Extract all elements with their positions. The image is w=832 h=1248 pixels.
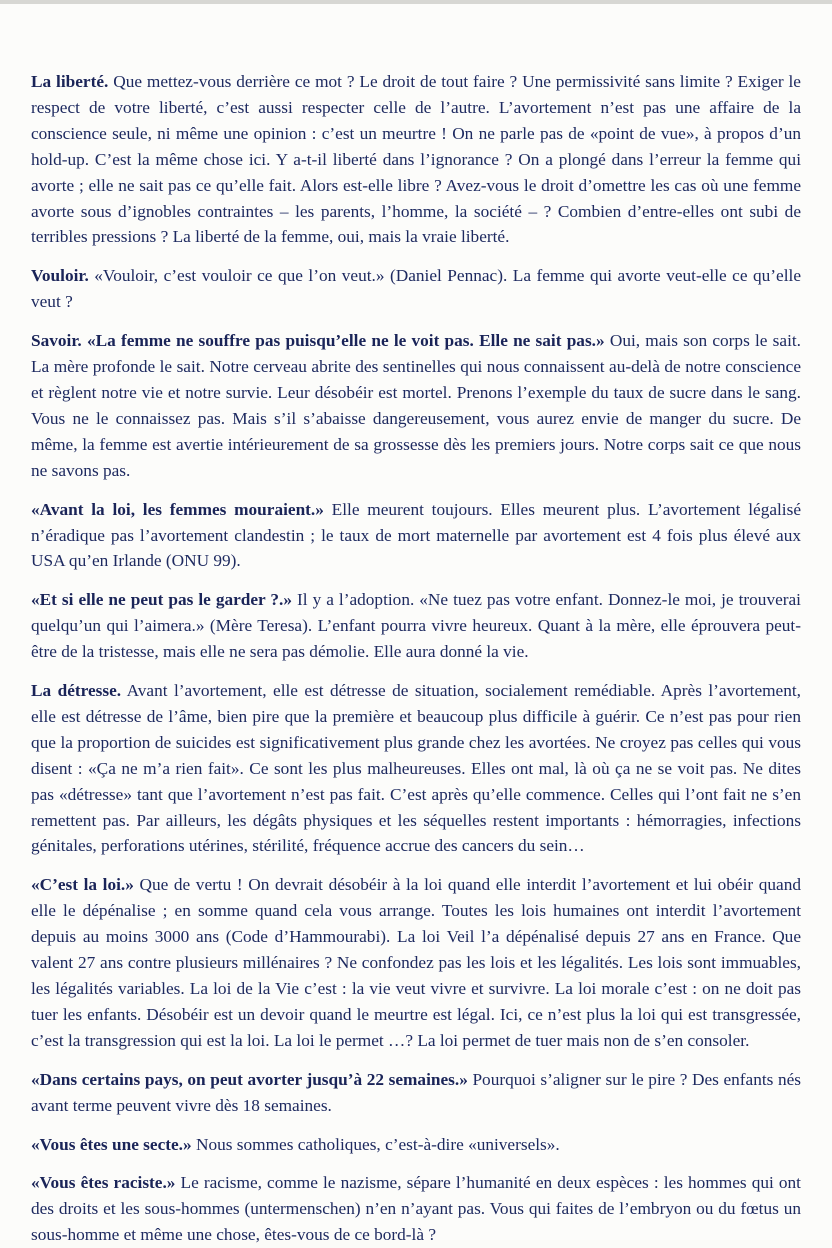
paragraph-22-semaines — [31, 1067, 801, 1119]
paragraph-cest-la-loi — [31, 872, 801, 1053]
paragraph-text: Que mettez-vous derrière ce mot ? Le droit de tout faire ? Une permissivité sans limite ? Exiger le respect de votre liberté, c’est aussi respecter celle de l’autre. L’avortement n’est pas une affaire de la conscience seule, ni même une opinion : c’est un meurtre ! On ne parle pas de «point de vue», à propos d’un hold-up. C’est la même chose ici. Y a-t-il liberté dans l’ignorance ? On a plongé dans l’erreur la femme qui avorte ; elle ne sait pas ce qu’elle fait. Alors est-elle libre ? Avez-vous le droit d’omettre les cas où une femme avorte sous d’ignobles contraintes – les parents, l’homme, la société – ? Combien d’entre-elles ont subi de terribles pressions ? La liberté de la femme, oui, mais la vraie liberté. — [31, 72, 801, 247]
paragraph-heading: «Dans certains pays, on peut avorter jusqu’à 22 semaines.» — [31, 1069, 468, 1089]
paragraph-adoption — [31, 587, 801, 665]
paragraph-heading: «Vous êtes une secte.» — [31, 1134, 192, 1154]
paragraph-heading: «Avant la loi, les femmes mouraient.» — [31, 499, 324, 519]
paragraph-text: «Vouloir, c’est vouloir ce que l’on veut.» (Daniel Pennac). La femme qui avorte veut-elle ce qu’elle veut ? — [31, 266, 801, 312]
scan-top-edge — [0, 0, 832, 4]
paragraph-text: Elle meurent toujours. Elles meurent plus. L’avortement légalisé n’éradique pas l’avortement clandestin ; le taux de mort maternelle par avortement est 4 fois plus élevé aux USA qu’en Irlande (ONU 99). — [31, 499, 802, 571]
paragraph-avant-la-loi — [31, 497, 801, 575]
paragraph-savoir — [31, 328, 801, 483]
paragraph-text: Que de vertu ! On devrait désobéir à la loi quand elle interdit l’avortement et lui obéir quand elle le dépénalise ; en somme quand cela vous arrange. Toutes les lois humaines ont interdit l’avortement depuis au moins 3000 ans (Code d’Hammourabi). La loi Veil l’a dépénalisé depuis 27 ans en France. Que valent 27 ans contre plusieurs millénaires ? Ne confondez pas les lois et les légalités. Les lois sont immuables, les légalités variables. La loi de la Vie c’est : la vie veut vivre et survivre. La loi morale c’est : on ne doit pas tuer les enfants. Désobéir est un devoir quand le meurtre est légal. Ici, ce n’est plus la loi qui est transgressée, c’est la transgression qui est la loi. La loi le permet …? La loi permet de tuer mais non de s’en consoler. — [31, 875, 801, 1050]
paragraph-text: Le racisme, comme le nazisme, sépare l’humanité en deux espèces : les hommes qui ont des droits et les sous-hommes (untermenschen) n’en n’ayant pas. Vous qui faites de l’embryon ou du fœtus un sous-homme et même une chose, êtes-vous de ce bord-là ? — [31, 1173, 801, 1245]
paragraph-heading: Vouloir. — [31, 266, 89, 286]
paragraph-heading: «Et si elle ne peut pas le garder ?.» — [31, 590, 293, 610]
paragraph-liberte — [31, 69, 801, 250]
paragraph-text: Pourquoi s’aligner sur le pire ? Des enfants nés avant terme peuvent vivre dès 18 semaines. — [31, 1069, 802, 1115]
paragraph-heading: La détresse. — [31, 681, 122, 701]
paragraph-raciste — [31, 1170, 801, 1248]
paragraph-secte — [31, 1132, 801, 1158]
paragraph-heading: Savoir. «La femme ne souffre pas puisqu’elle ne le voit pas. Elle ne sait pas.» — [31, 331, 605, 351]
paragraph-heading: «Vous êtes raciste.» — [31, 1173, 176, 1193]
paragraph-text: Oui, mais son corps le sait. La mère profonde le sait. Notre cerveau abrite des sentinelles qui nous connaissent au-delà de notre conscience et règlent notre vie et notre survie. Leur désobéir est mortel. Prenons l’exemple du taux de sucre dans le sang. Vous ne le connaissez pas. Mais s’il s’abaisse dangereusement, vous aurez envie de manger du sucre. De même, la femme est avertie intérieurement de sa grossesse dès les premiers jours. Notre corps sait ce que nous ne savons pas. — [31, 331, 802, 480]
paragraph-text: Avant l’avortement, elle est détresse de situation, socialement remédiable. Après l’avortement, elle est détresse de l’âme, bien pire que la première et beaucoup plus difficile à guérir. Ce n’est pas pour rien que la proportion de suicides est significativement plus grande chez les avortées. Ne croyez pas celles qui vous disent : «Ça ne m’a rien fait». Ce sont les plus malheureuses. Elles ont mal, là où ça ne se voit pas. Ne dites pas «détresse» tant que l’avortement n’est pas fait. C’est après qu’elle commence. Celles qui l’ont fait ne s’en remettent pas. Par ailleurs, les dégâts physiques et les séquelles restent importants : hémorragies, infections génitales, perforations utérines, stérilité, fréquence accrue des cancers du sein… — [31, 681, 801, 856]
paragraph-heading: «C’est la loi.» — [31, 875, 134, 895]
paragraph-text: Il y a l’adoption. «Ne tuez pas votre enfant. Donnez-le moi, je trouverai quelqu’un qui l’aimera.» (Mère Teresa). L’enfant pourra vivre heureux. Quant à la mère, elle éprouvera peut-être de la tristesse, mais elle ne sera pas démolie. Elle aura donné la vie. — [31, 590, 801, 662]
paragraph-vouloir — [31, 263, 801, 315]
paragraph-detresse — [31, 678, 801, 859]
paragraph-heading: La liberté. — [31, 72, 109, 91]
paragraph-text: Nous sommes catholiques, c’est-à-dire «universels». — [191, 1134, 560, 1154]
